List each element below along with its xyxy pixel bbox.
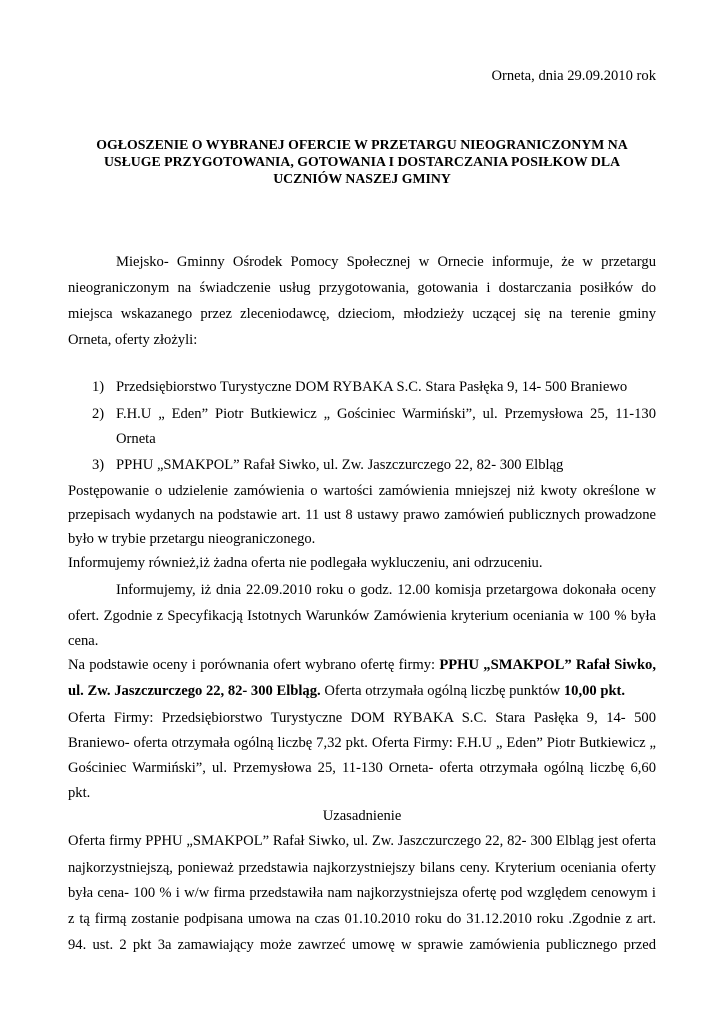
winner-address: ul. Zw. Jaszczurczego 22, 82- 300 Elbląg.	[68, 683, 321, 699]
justification-line-4: z tą firmą zostanie podpisana umowa na czas 01.10.2010 roku do 31.12.2010 roku .Zgodnie z art.	[68, 911, 656, 927]
others-line-1: Oferta Firmy: Przedsiębiorstwo Turystyczne DOM RYBAKA S.C. Stara Pasłęka 9, 14- 500	[68, 710, 656, 726]
offer-number-2: 2)	[92, 406, 105, 422]
title-line-1: OGŁOSZENIE O WYBRANEJ OFERCIE W PRZETARGU NIEOGRANICZONYM NA	[96, 137, 628, 152]
intro-line-2: nieograniczonym na świadczenie usług przygotowania, gotowania i dostarczania posiłków do	[68, 280, 656, 296]
justification-heading: Uzasadnienie	[322, 808, 402, 824]
result-line-2	[68, 681, 625, 701]
title-line-3: UCZNIÓW NASZEJ GMINY	[273, 171, 451, 186]
winner-name: PPHU „SMAKPOL” Rafał Siwko,	[439, 657, 657, 673]
result-intro: Na podstawie oceny i porównania ofert wybrano ofertę firmy:	[68, 657, 440, 673]
title-line-2: USŁUGE PRZYGOTOWANIA, GOTOWANIA I DOSTARCZANIA POSIŁKOW DLA	[103, 154, 621, 169]
info-commission-line-1: Informujemy, iż dnia 22.09.2010 roku o godz. 12.00 komisja przetargowa dokonała oceny	[116, 582, 656, 598]
justification-line-1: Oferta firmy PPHU „SMAKPOL” Rafał Siwko, ul. Zw. Jaszczurczego 22, 82- 300 Elbląg jest oferta	[68, 833, 656, 849]
others-line-3: Gościniec Warmiński”, ul. Przemysłowa 25, 11-130 Orneta- oferta otrzymała ogólną liczbę 6,60	[68, 760, 656, 776]
offer-2-line-2: Orneta	[116, 431, 156, 447]
offer-number-3: 3)	[92, 457, 105, 473]
result-line-1	[68, 655, 656, 675]
others-line-2: Braniewo- oferta otrzymała ogólną liczbę 7,32 pkt. Oferta Firmy: F.H.U „ Eden” Piotr Butkiewicz „	[68, 735, 656, 751]
info-no-exclusion: Informujemy również,iż żadna oferta nie podlegała wykluczeniu, ani odrzuceniu.	[68, 555, 543, 571]
offer-number-1: 1)	[92, 379, 105, 395]
justification-line-2: najkorzystniejszą, ponieważ przedstawia najkorzystniejszy bilans ceny. Kryterium oceniania oferty	[68, 860, 656, 876]
offer-3: PPHU „SMAKPOL” Rafał Siwko, ul. Zw. Jaszczurczego 22, 82- 300 Elbląg	[116, 457, 564, 473]
info-commission-line-2: ofert. Zgodnie z Specyfikacją Istotnych Warunków Zamówienia kryterium oceniania w 100 % była	[68, 608, 656, 624]
procedure-line-3: było w trybie przetargu nieograniczonego.	[68, 531, 316, 547]
intro-line-1: Miejsko- Gminny Ośrodek Pomocy Społecznej w Ornecie informuje, że w przetargu	[116, 254, 656, 270]
intro-line-4: Orneta, oferty złożyli:	[68, 332, 198, 348]
justification-line-5: 94. ust. 2 pkt 3a zamawiający może zawrzeć umowę w sprawie zamówienia publicznego przed	[68, 937, 656, 953]
info-commission-line-3: cena.	[68, 633, 99, 649]
justification-line-3: była cena- 100 % i w/w firma przedstawiła nam najkorzystniejsza ofertę pod względem cenowym i	[68, 885, 656, 901]
date-line: Orneta, dnia 29.09.2010 rok	[491, 68, 656, 84]
intro-line-3: miejsca wskazanego przez zleceniodawcę, dzieciom, młodzieży uczącej się na terenie gminy	[68, 306, 656, 322]
winner-points: 10,00 pkt.	[563, 683, 626, 699]
points-label: Oferta otrzymała ogólną liczbę punktów	[320, 683, 564, 699]
procedure-line-2: przepisach wydanych na podstawie art. 11 ust 8 ustawy prawo zamówień publicznych prowadzone	[68, 507, 656, 523]
others-line-4: pkt.	[68, 785, 91, 801]
procedure-line-1: Postępowanie o udzielenie zamówienia o wartości zamówienia mniejszej niż kwoty określone w	[68, 483, 656, 499]
offer-2-line-1: F.H.U „ Eden” Piotr Butkiewicz „ Gościniec Warmiński”, ul. Przemysłowa 25, 11-130	[116, 406, 656, 422]
offer-1: Przedsiębiorstwo Turystyczne DOM RYBAKA S.C. Stara Pasłęka 9, 14- 500 Braniewo	[116, 379, 628, 395]
